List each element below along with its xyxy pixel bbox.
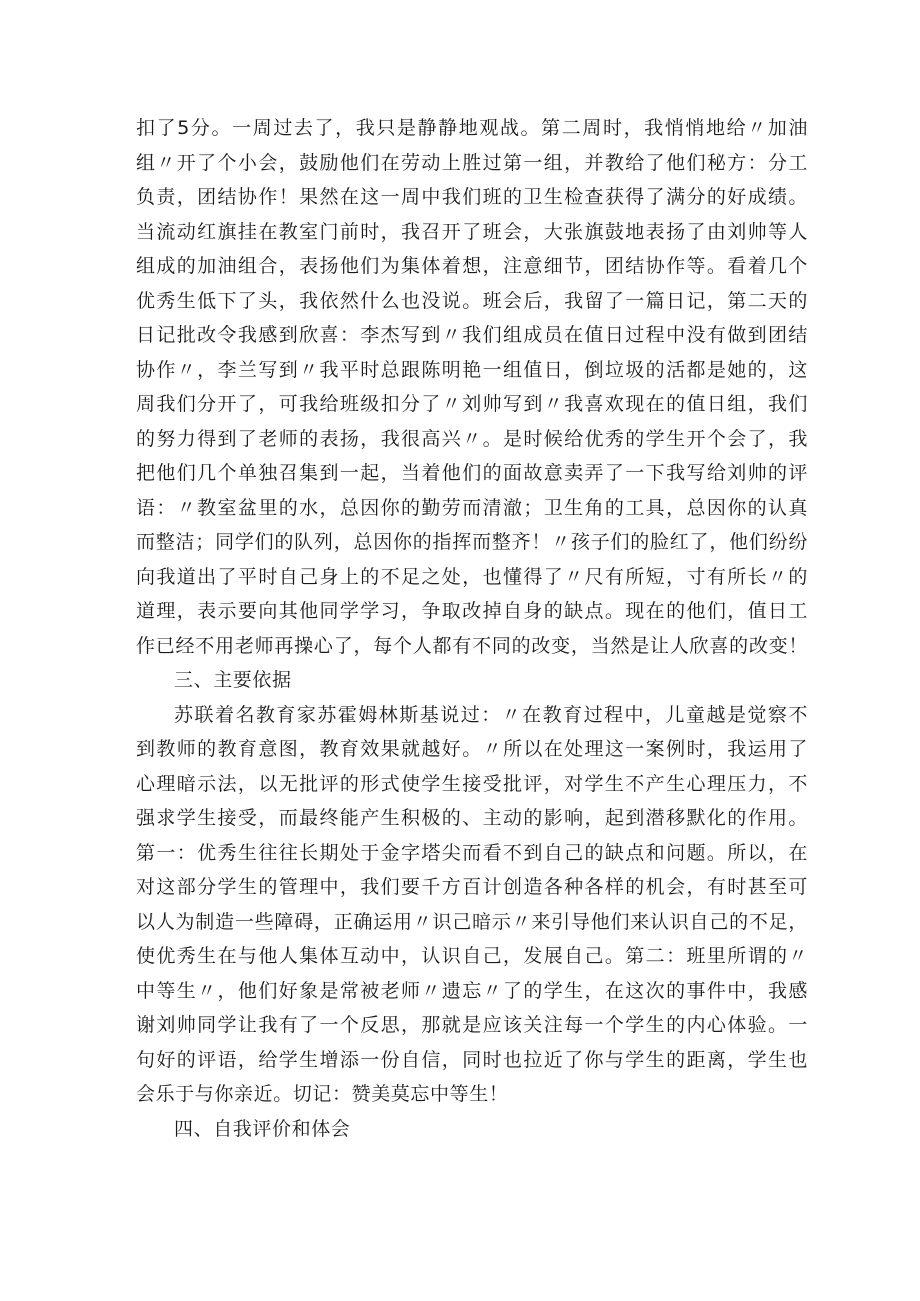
text-line: 协作〃，李兰写到〃我平时总跟陈明艳一组值日，倒垃圾的活都是她的，这 bbox=[136, 358, 808, 381]
text-line: 对这部分学生的管理中，我们要千方百计创造各种各样的机会，有时甚至可 bbox=[136, 876, 808, 898]
text-line: 中等生〃，他们好象是常被老师〃遗忘〃了的学生，在这次的事件中，我感 bbox=[136, 979, 808, 1002]
text-line: 以人为制造一些障碍，正确运用〃识己暗示〃来引导他们来认识自己的不足， bbox=[136, 910, 808, 933]
text-line: 语：〃教室盆里的水，总因你的勤劳而清澈；卫生角的工具，总因你的认真 bbox=[136, 496, 808, 519]
text-line: 日记批改令我感到欣喜：李杰写到〃我们组成员在值日过程中没有做到团结 bbox=[136, 324, 808, 346]
text-line: 组成的加油组合，表扬他们为集体着想，注意细节，团结协作等。看着几个 bbox=[136, 255, 808, 277]
text-line: 会乐于与你亲近。切记：赞美莫忘中等生！ bbox=[136, 1083, 509, 1105]
text-line: 组〃开了个小会，鼓励他们在劳动上胜过第一组，并教给了他们秘方：分工 bbox=[136, 151, 808, 174]
paragraph-main-basis bbox=[136, 698, 808, 1112]
text-line: 周我们分开了，可我给班级扣分了〃刘帅写到〃我喜欢现在的值日组，我们 bbox=[136, 393, 808, 415]
text-line: 句好的评语，给学生增添一份自信，同时也拉近了你与学生的距离，学生也 bbox=[136, 1048, 808, 1071]
text-line: 谢刘帅同学让我有了一个反思，那就是应该关注每一个学生的内心体验。一 bbox=[136, 1014, 808, 1036]
text-line: 道理，表示要向其他同学学习，争取改掉自身的缺点。现在的他们，值日工 bbox=[136, 600, 808, 622]
text-line: 负责，团结协作！果然在这一周中我们班的卫生检查获得了满分的好成绩。 bbox=[136, 186, 808, 208]
text-line: 使优秀生在与他人集体互动中，认识自己，发展自己。第二：班里所谓的〃 bbox=[136, 945, 808, 967]
text-line: 把他们几个单独召集到一起，当着他们的面故意卖弄了一下我写给刘帅的评 bbox=[136, 462, 808, 484]
text-line: 苏联着名教育家苏霍姆林斯基说过：〃在教育过程中，儿童越是觉察不 bbox=[174, 703, 808, 726]
text-line: 当流动红旗挂在教室门前时，我召开了班会，大张旗鼓地表扬了由刘帅等人 bbox=[136, 220, 808, 243]
paragraph-case-description bbox=[136, 111, 808, 663]
text-line: 而整洁；同学们的队列，总因你的指挥而整齐！〃孩子们的脸红了，他们纷纷 bbox=[136, 531, 808, 553]
text-line: 作已经不用老师再操心了，每个人都有不同的改变，当然是让人欣喜的改变！ bbox=[136, 634, 808, 657]
text-line: 到教师的教育意图，教育效果就越好。〃所以在处理这一案例时，我运用了 bbox=[136, 738, 808, 760]
text-line: 向我道出了平时自己身上的不足之处，也懂得了〃尺有所短，寸有所长〃的 bbox=[136, 565, 808, 588]
document-body bbox=[136, 111, 808, 1146]
section-heading-self-evaluation: 四、自我评价和体会 bbox=[174, 1117, 351, 1140]
text-line: 扣了5分。一周过去了，我只是静静地观战。第二周时，我悄悄地给〃加油 bbox=[136, 117, 808, 139]
text-line: 的努力得到了老师的表扬，我很高兴〃。是时候给优秀的学生开个会了，我 bbox=[136, 427, 808, 450]
text-line: 第一：优秀生往往长期处于金字塔尖而看不到自己的缺点和问题。所以，在 bbox=[136, 841, 808, 864]
section-heading-main-basis: 三、主要依据 bbox=[174, 669, 292, 691]
text-line: 心理暗示法，以无批评的形式使学生接受批评，对学生不产生心理压力，不 bbox=[136, 772, 808, 795]
text-line: 强求学生接受，而最终能产生积极的、主动的影响，起到潜移默化的作用。 bbox=[136, 807, 808, 829]
text-line: 优秀生低下了头，我依然什么也没说。班会后，我留了一篇日记，第二天的 bbox=[136, 289, 808, 312]
